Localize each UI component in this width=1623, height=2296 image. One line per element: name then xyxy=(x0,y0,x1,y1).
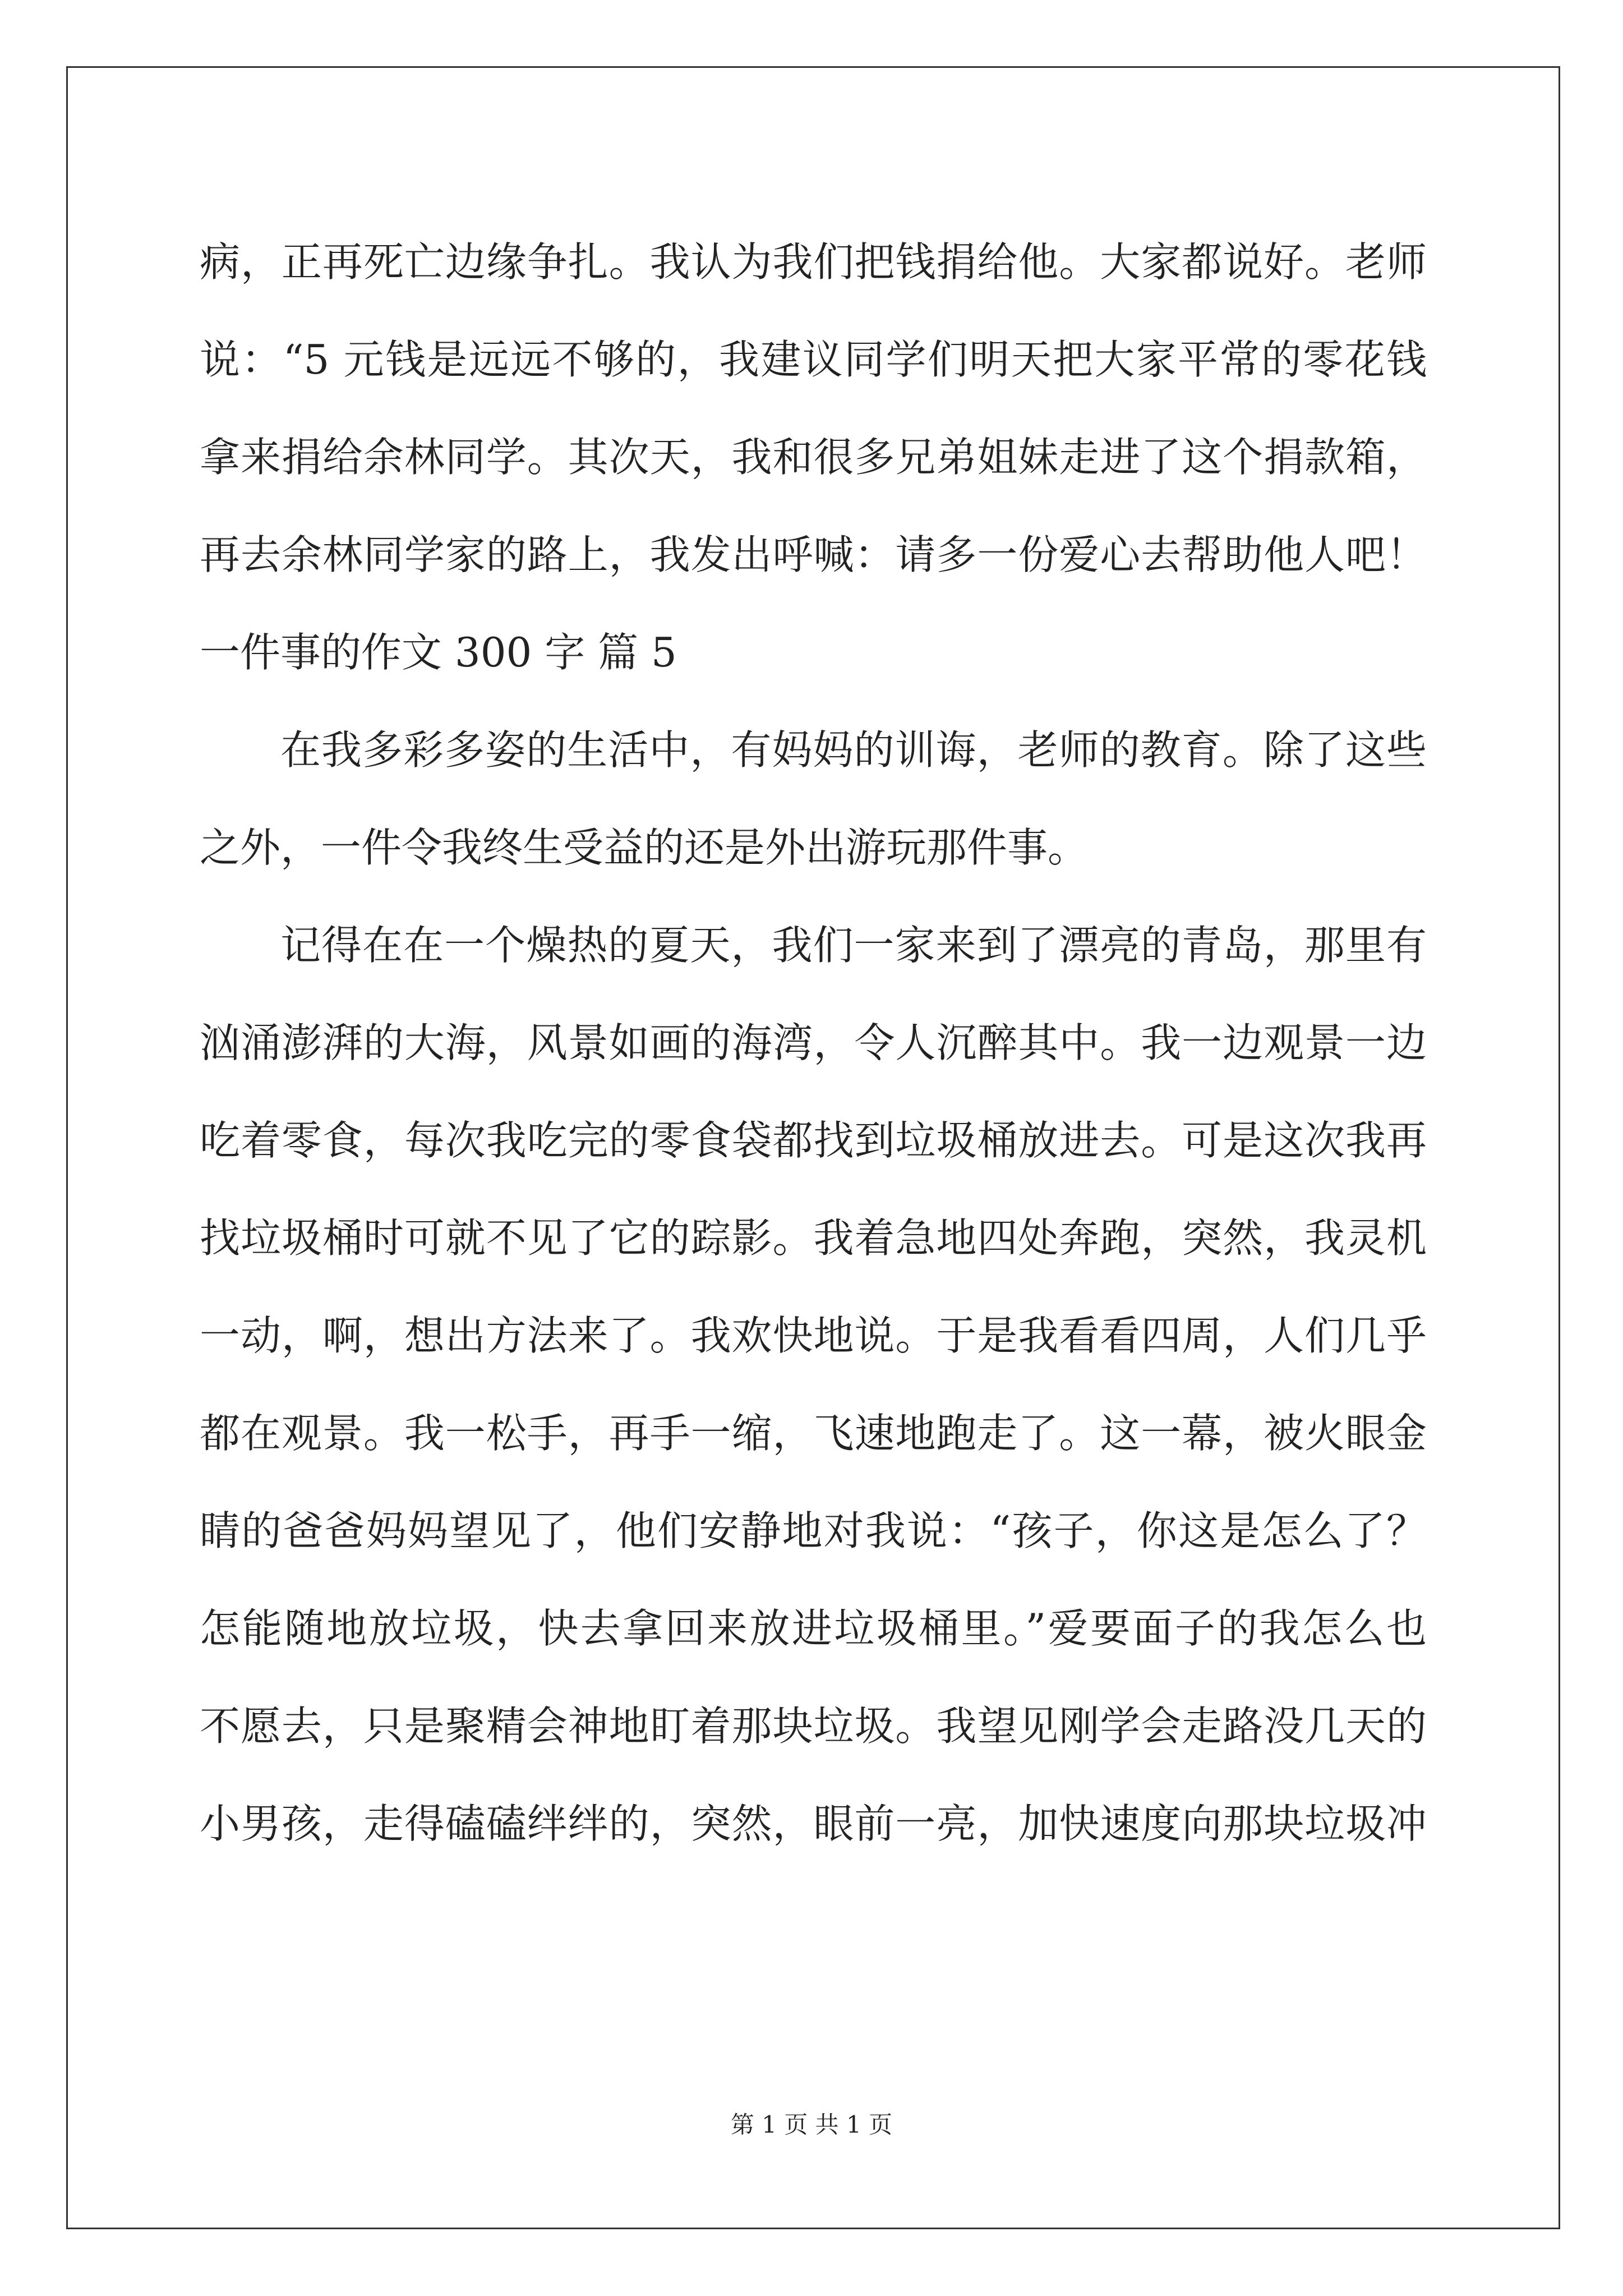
page-number: 第 1 页 共 1 页 xyxy=(730,2111,893,2138)
text-line: 记得在在一个燥热的夏天，我们一家来到了漂亮的青岛，那里有 xyxy=(280,922,1427,969)
text-line: 再去余林同学家的路上，我发出呼喊：请多一份爱心去帮助他人吧！ xyxy=(200,531,1427,578)
text-line: 不愿去，只是聚精会神地盯着那块垃圾。我望见刚学会走路没几天的 xyxy=(200,1703,1427,1750)
text-line: 都在观景。我一松手，再手一缩，飞速地跑走了。这一幕，被火眼金 xyxy=(200,1410,1427,1457)
text-line: 说：“5 元钱是远远不够的，我建议同学们明天把大家平常的零花钱 xyxy=(200,336,1427,383)
text-line: 怎能随地放垃圾，快去拿回来放进垃圾桶里。”爱要面子的我怎么也 xyxy=(200,1605,1427,1652)
text-line: 之外，一件令我终生受益的还是外出游玩那件事。 xyxy=(200,824,1089,871)
text-line: 汹涌澎湃的大海，风景如画的海湾，令人沉醉其中。我一边观景一边 xyxy=(200,1019,1427,1066)
text-line: 拿来捐给余林同学。其次天，我和很多兄弟姐妹走进了这个捐款箱， xyxy=(200,434,1427,481)
text-line: 病，正再死亡边缘争扎。我认为我们把钱捐给他。大家都说好。老师 xyxy=(200,238,1427,286)
text-line: 找垃圾桶时可就不见了它的踪影。我着急地四处奔跑，突然，我灵机 xyxy=(200,1214,1427,1262)
document-body xyxy=(200,213,1427,1872)
text-line: 睛的爸爸妈妈望见了，他们安静地对我说：“孩子，你这是怎么了？ xyxy=(200,1507,1427,1554)
text-line: 一动，啊，想出方法来了。我欢快地说。于是我看看四周，人们几乎 xyxy=(200,1312,1427,1359)
section-heading: 一件事的作文 300 字 篇 5 xyxy=(200,629,677,676)
text-line: 吃着零食，每次我吃完的零食袋都找到垃圾桶放进去。可是这次我再 xyxy=(200,1117,1427,1164)
text-line: 在我多彩多姿的生活中，有妈妈的训诲，老师的教育。除了这些 xyxy=(280,726,1427,774)
text-line: 小男孩，走得磕磕绊绊的，突然，眼前一亮，加快速度向那块垃圾冲 xyxy=(200,1800,1427,1847)
